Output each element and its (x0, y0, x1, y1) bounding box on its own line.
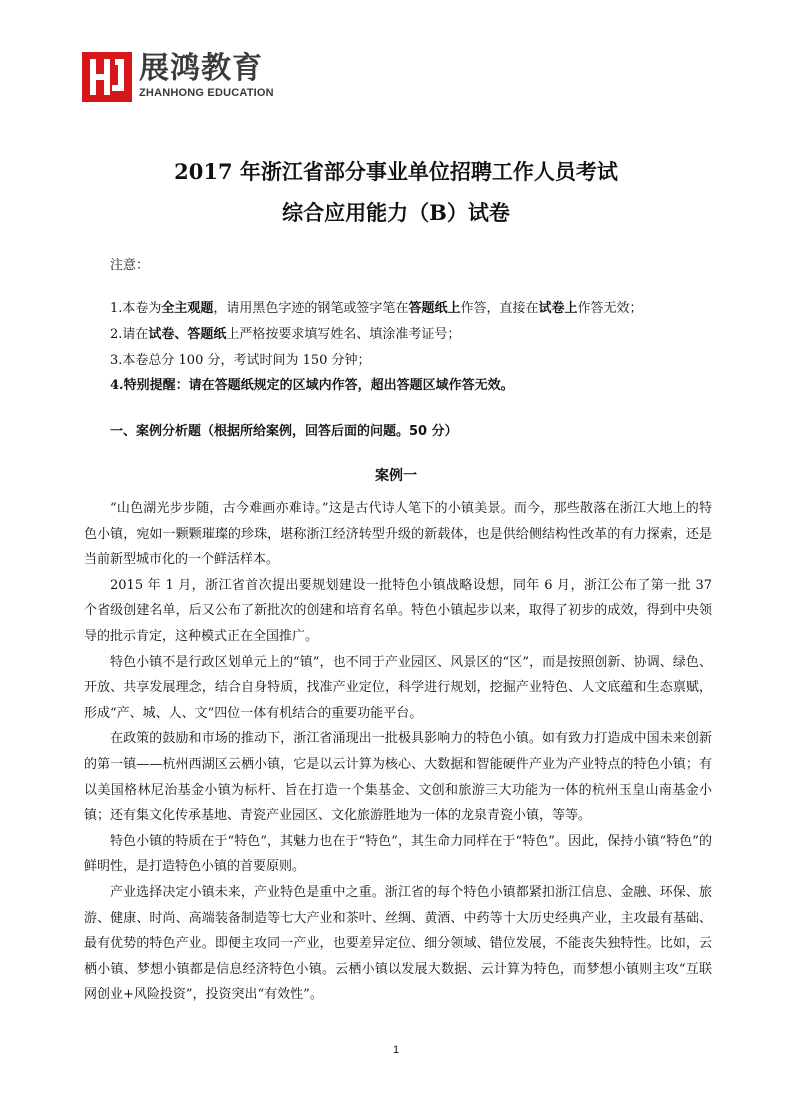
paragraph: 特色小镇的特质在于“特色”，其魅力也在于“特色”，其生命力同样在于“特色”。因此，保持小镇“特色”的鲜明性，是打造特色小镇的首要原则。 (84, 833, 712, 875)
page-number: 1 (392, 1044, 400, 1056)
paragraph: 在政策的鼓励和市场的推动下，浙江省涌现出一批极具影响力的特色小镇。如有致力打造成中国未来创新的第一镇——杭州西湖区云栖小镇，它是以云计算为核心、大数据和智能硬件产业为产业特点的特色小镇；有以美国格林尼治基金小镇为标杆、旨在打造一个集基金、文创和旅游三大功能为一体的杭州玉皇山南基金小镇；还有集文化传承基地、青瓷产业园区、文化旅游胜地为一体的龙泉青瓷小镇，等等。 (84, 731, 712, 824)
note-item-2: 2.请在试卷、答题纸上严格按要求填写姓名、填涂准考证号； (110, 327, 461, 342)
note-item-3: 3.本卷总分 100 分，考试时间为 150 分钟； (110, 353, 371, 368)
logo-text (139, 52, 274, 100)
paper-title: 综合应用能力（B）试卷 (282, 200, 510, 225)
paragraph: 2015 年 1 月，浙江省首次提出要规划建设一批特色小镇战略设想，同年 6 月，浙江公布了第一批 37 个省级创建名单，后又公布了新批次的创建和培育名单。特色小镇起步以来，取得了初步的成效，得到中央领导的批示肯定，这种模式正在全国推广。 (84, 577, 712, 644)
case-body (84, 496, 712, 1008)
note-item-1: 1.本卷为全主观题，请用黑色字迹的钢笔或签字笔在答题纸上作答，直接在试卷上作答无效； (110, 301, 643, 316)
section-heading: 一、案例分析题（根据所给案例，回答后面的问题。50 分） (110, 424, 458, 439)
case-title: 案例一 (375, 468, 417, 484)
paragraph: “山色湖光步步随，古今难画亦难诗。”这是古代诗人笔下的小镇美景。而今，那些散落在浙江大地上的特色小镇，宛如一颗颗璀璨的珍珠，堪称浙江经济转型升级的新载体，也是供给侧结构性改革的有力探索，还是当前新型城市化的一个鲜活样本。 (84, 501, 712, 568)
logo-name-cn: 展鸿教育 (139, 51, 263, 86)
notes-heading: 注意： (110, 258, 150, 273)
brand-logo (82, 52, 274, 108)
paragraph: 产业选择决定小镇未来，产业特色是重中之重。浙江省的每个特色小镇都紧扣浙江信息、金融、环保、旅游、健康、时尚、高端装备制造等七大产业和茶叶、丝绸、黄酒、中药等十大历史经典产业，主攻最有基础、最有优势的特色产业。即便主攻同一产业，也要差异定位、细分领域、错位发展，不能丧失独特性。比如，云栖小镇、梦想小镇都是信息经济特色小镇。云栖小镇以发展大数据、云计算为特色，而梦想小镇则主攻“互联网创业+风险投资”，投资突出“有效性”。 (84, 884, 712, 1003)
note-item-4: 4.特别提醒：请在答题纸规定的区域内作答，超出答题区域作答无效。 (110, 378, 514, 393)
exam-title: 2017 年浙江省部分事业单位招聘工作人员考试 (174, 159, 618, 184)
zhanhong-logo-icon (82, 52, 132, 102)
logo-name-en: ZHANHONG EDUCATION (139, 87, 274, 99)
paragraph: 特色小镇不是行政区划单元上的“镇”，也不同于产业园区、风景区的“区”，而是按照创新、协调、绿色、开放、共享发展理念，结合自身特质，找准产业定位，科学进行规划，挖掘产业特色、人文底蕴和生态禀赋，形成“产、城、人、文”四位一体有机结合的重要功能平台。 (84, 654, 712, 721)
